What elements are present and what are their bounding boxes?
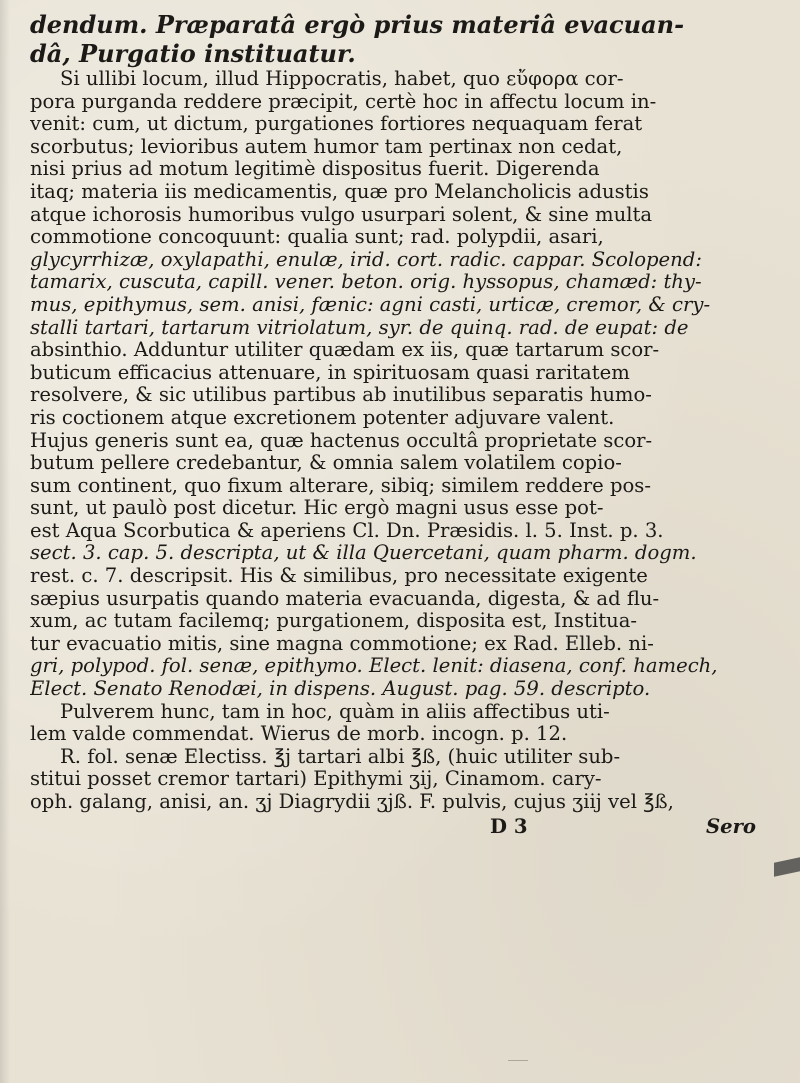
text-line: Pulverem hunc, tam in hoc, quàm in aliis affectibus uti-: [60, 700, 610, 723]
text-line: sum continent, quo fixum alterare, sibiq; similem reddere pos-: [30, 474, 651, 497]
heading-line: dâ, Purgatio instituatur.: [30, 39, 356, 68]
text-line: rest. c. 7. descripsit. His & similibus, pro necessitate exigente: [30, 565, 648, 588]
text-line: commotione concoquunt: qualia sunt; rad. polypdii, asari,: [30, 226, 604, 249]
text-line: oph. galang, anisi, an. ʒj Diagrydii ʒjß. F. pulvis, cujus ʒiij vel ℥ß,: [30, 791, 674, 813]
text-line: nisi prius ad motum legitimè dispositus fuerit. Digerenda: [30, 158, 600, 181]
bottom-mark: [508, 1048, 528, 1061]
text-line: buticum efficacius attenuare, in spirituosam quasi raritatem: [30, 361, 630, 384]
text-line: resolvere, & sic utilibus partibus ab inutilibus separatis humo-: [30, 384, 652, 407]
text-line: mus, epithymus, sem. anisi, fænic: agni casti, urticæ, cremor, & cry-: [30, 293, 711, 316]
text-line: atque ichorosis humoribus vulgo usurpari solent, & sine multa: [30, 203, 653, 226]
text-line: scorbutus; levioribus autem humor tam pertinax non cedat,: [30, 135, 623, 158]
page-footer: [30, 816, 756, 839]
page-edge-shadow: [774, 857, 800, 877]
text-line: gri, polypod. fol. senæ, epithymo. Elect. lenit: diasena, conf. hamech,: [30, 655, 718, 678]
text-line: glycyrrhizæ, oxylapathi, enulæ, irid. cort. radic. cappar. Scolopend:: [30, 248, 702, 271]
text-line: tur evacuatio mitis, sine magna commotione; ex Rad. Elleb. ni-: [30, 632, 654, 655]
text-line: stitui posset cremor tartari) Epithymi ʒij, Cinamom. cary-: [30, 768, 602, 791]
text-line: sæpius usurpatis quando materia evacuanda, digesta, & ad flu-: [30, 587, 660, 610]
text-line: venit: cum, ut dictum, purgationes fortiores nequaquam ferat: [30, 113, 643, 136]
text-line: itaq; materia iis medicamentis, quæ pro Melancholicis adustis: [30, 180, 649, 203]
text-line: xum, ac tutam facilemq; purgationem, disposita est, Institua-: [30, 610, 638, 633]
text-line: absinthio. Adduntur utiliter quædam ex iis, quæ tartarum scor-: [30, 339, 660, 362]
body-text: [30, 68, 756, 814]
text-line: est Aqua Scorbutica & aperiens Cl. Dn. Præsidis. l. 5. Inst. p. 3.: [30, 519, 664, 542]
text-line: tamarix, cuscuta, capill. vener. beton. orig. hyssopus, chamæd: thy-: [30, 271, 702, 294]
text-line: pora purganda reddere præcipit, certè hoc in affectu locum in-: [30, 90, 657, 113]
signature-mark: D 3: [490, 815, 528, 838]
text-line: butum pellere credebantur, & omnia salem volatilem copio-: [30, 452, 622, 475]
text-line: Si ullibi locum, illud Hippocratis, habet, quo εὔφορα cor-: [60, 68, 624, 90]
text-line: ris coctionem atque excretionem potenter adjuvare valent.: [30, 406, 615, 429]
text-line: Hujus generis sunt ea, quæ hactenus occultâ proprietate scor-: [30, 429, 653, 452]
heading: [30, 10, 756, 68]
text-line: Elect. Senato Renodæi, in dispens. August. pag. 59. descripto.: [30, 678, 651, 701]
heading-line: dendum. Præparatâ ergò prius materiâ evacuan-: [30, 10, 685, 39]
text-line: sect. 3. cap. 5. descripta, ut & illa Quercetani, quam pharm. dogm.: [30, 542, 697, 565]
catchword: Sero: [705, 815, 756, 838]
text-line: R. fol. senæ Electiss. ℥j tartari albi ℥ß, (huic utiliter sub-: [60, 745, 621, 768]
text-line: stalli tartari, tartarum vitriolatum, syr. de quinq. rad. de eupat: de: [30, 316, 689, 339]
text-line: sunt, ut paulò post dicetur. Hic ergò magni usus esse pot-: [30, 497, 604, 520]
text-line: lem valde commendat. Wierus de morb. incogn. p. 12.: [30, 723, 568, 746]
